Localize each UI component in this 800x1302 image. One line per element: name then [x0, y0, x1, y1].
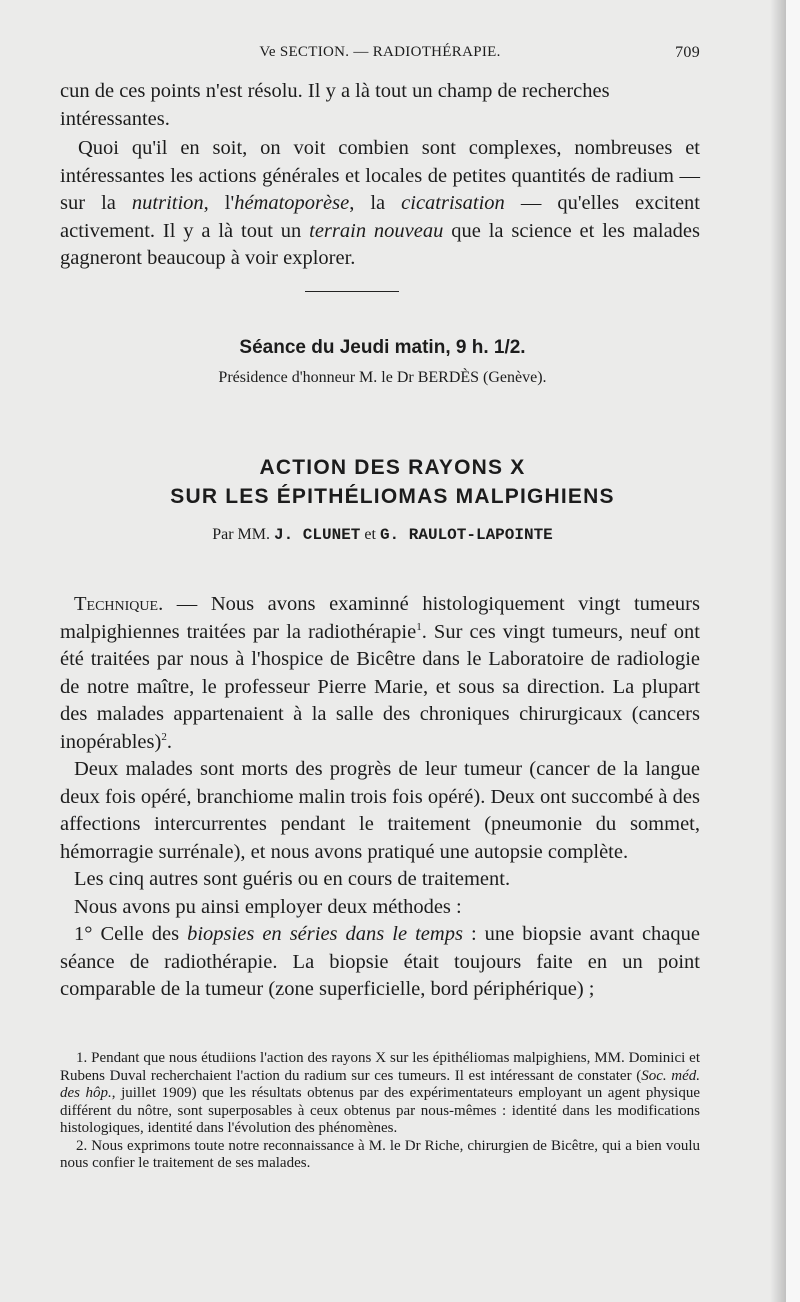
footnotes — [60, 1050, 700, 1173]
intro-block — [60, 78, 700, 273]
article-body — [60, 591, 700, 1004]
page-edge — [786, 0, 800, 1302]
footnote-ref-1[interactable]: 1 — [416, 620, 422, 633]
article-title-line-1: ACTION DES RAYONS X — [259, 456, 526, 479]
methods-paragraph: Nous avons pu ainsi employer deux méthodes : — [74, 895, 462, 918]
technique-paragraph: Technique. — Nous avons examinné histologiquement vingt tumeurs malpighiennes traitées par la radiothérapie$^1$. Sur ces vingt tumeurs, neuf ont été traitées par nous à l'hospice de Bicêtre dans le Laboratoire de radiologie de notre maître, le professeur Pierre Marie, et sous sa direction. La plupart des malades appartenaient à la salle des chroniques chirurgicaux (cancers inopérables)$^2$. — [60, 593, 700, 753]
technique-lead: Technique. — [74, 593, 164, 615]
article-authors: Par MM. J. CLUNET et G. RAULOT-LAPOINTE — [212, 526, 553, 544]
footnote-2: 2. Nous exprimons toute notre reconnaissance à M. le Dr Riche, chirurgien de Bicêtre, qui a bien voulu nous confier le traitement de ses malades. — [60, 1137, 700, 1171]
session-presidency: Présidence d'honneur M. le Dr BERDÈS (Genève). — [218, 369, 547, 386]
footnote-ref-2[interactable]: 2 — [161, 730, 167, 743]
continued-paragraph: cun de ces points n'est résolu. Il y a là tout un champ de recherches intéressantes. — [60, 80, 610, 130]
page-gutter-shadow — [770, 0, 786, 1302]
radium-paragraph: Quoi qu'il en soit, on voit combien sont complexes, nombreuses et intéressantes les actions générales et locales de petites quantités de radium — sur la nutrition, l'hématoporèse, la cicatrisation — qu'elles excitent activement. Il y a là tout un terrain nouveau que la science et les malades gagneront beaucoup à voir explorer. — [60, 137, 700, 269]
biopsy-paragraph: 1° Celle des biopsies en séries dans le temps : une biopsie avant chaque séance de radiothérapie. La biopsie était toujours faite en un point comparable de la tumeur (zone superficielle, bord périphérique) ; — [60, 923, 700, 1000]
page-number: 709 — [675, 44, 700, 61]
section-divider — [305, 291, 399, 292]
section-header: Ve SECTION. — RADIOTHÉRAPIE. — [259, 44, 501, 60]
outcomes-paragraph: Deux malades sont morts des progrès de leur tumeur (cancer de la langue deux fois opéré, branchiome malin trois fois opéré). Deux ont succombé à des affections intercurrentes pendant le traitement (pneumonie du sommet, hémorragie surrénale), et nous avons pratiqué une autopsie complète. — [60, 758, 700, 863]
author-1: J. CLUNET — [273, 526, 361, 544]
author-2: G. RAULOT-LAPOINTE — [379, 526, 553, 544]
cured-paragraph: Les cinq autres sont guéris ou en cours de traitement. — [74, 868, 511, 890]
running-header — [60, 44, 700, 68]
article-title-line-2: SUR LES ÉPITHÉLIOMAS MALPIGHIENS — [170, 485, 615, 508]
footnote-1: 1. Pendant que nous étudiions l'action des rayons X sur les épithéliomas malpighiens, MM. Dominici et Rubens Duval recherchaient l'action du radium sur ces tumeurs. Il est intéressant de constater (Soc. méd. des hôp., juillet 1909) que les résultats obtenus par des expérimentateurs employant un agent physique différent du nôtre, sont superposables à ceux obtenus par nous-mêmes : identité dans les modifications histologiques, identité dans l'évolution des phénomènes. — [60, 1050, 701, 1136]
session-title: Séance du Jeudi matin, 9 h. 1/2. — [239, 337, 526, 358]
